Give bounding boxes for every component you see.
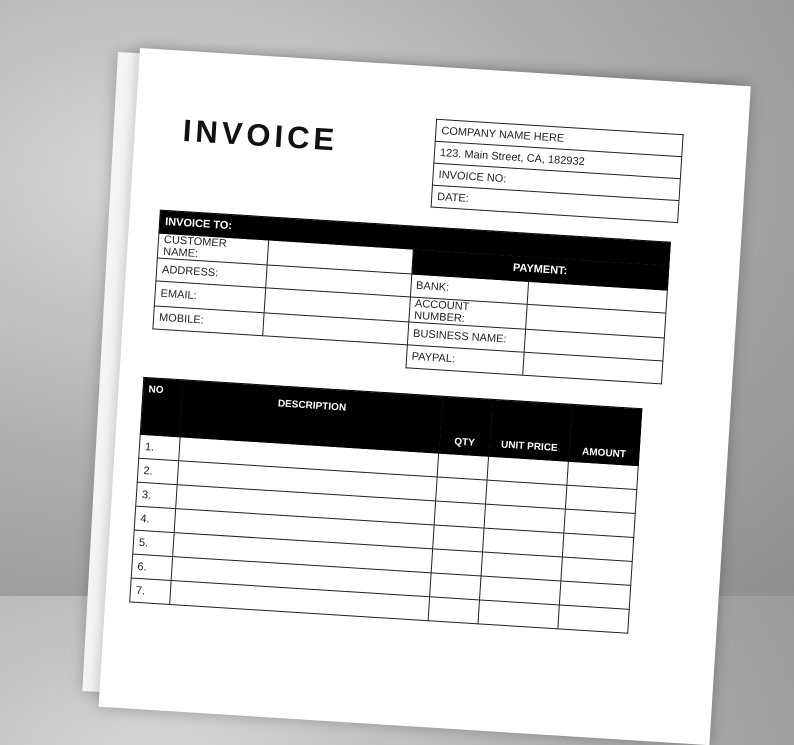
col-unit-price: UNIT PRICE bbox=[489, 399, 572, 461]
items-table bbox=[129, 377, 642, 634]
customer-name-label: CUSTOMER NAME: bbox=[157, 233, 268, 265]
invoice-title: INVOICE bbox=[181, 112, 340, 158]
qty-cell bbox=[434, 501, 485, 528]
row-number: 6. bbox=[131, 554, 172, 580]
col-description: DESCRIPTION bbox=[180, 380, 442, 453]
qty-cell bbox=[437, 453, 488, 480]
invoice-to-header: INVOICE TO: bbox=[159, 210, 670, 265]
row-number: 4. bbox=[134, 506, 175, 532]
invoice-no-label: INVOICE NO: bbox=[432, 163, 680, 200]
account-number-label: ACCOUNT NUMBER: bbox=[408, 297, 527, 329]
row-number: 7. bbox=[130, 578, 171, 604]
company-info-box bbox=[431, 119, 684, 223]
row-number: 5. bbox=[133, 530, 174, 556]
invoice-sheet bbox=[99, 48, 751, 745]
unit-price-cell bbox=[478, 600, 559, 629]
mobile-label: MOBILE: bbox=[153, 306, 264, 336]
date-label: DATE: bbox=[431, 185, 679, 222]
qty-cell bbox=[433, 525, 484, 552]
address-label: ADDRESS: bbox=[156, 258, 267, 288]
company-name: COMPANY NAME HERE bbox=[435, 119, 683, 156]
company-address: 123. Main Street, CA, 182932 bbox=[434, 141, 682, 178]
qty-cell bbox=[431, 549, 482, 576]
row-number: 2. bbox=[137, 458, 178, 484]
amount-cell bbox=[558, 605, 629, 633]
qty-cell bbox=[428, 597, 479, 624]
col-qty: QTY bbox=[439, 396, 492, 456]
row-number: 3. bbox=[136, 482, 177, 508]
payment-header: PAYMENT: bbox=[411, 249, 669, 290]
business-name-label: BUSINESS NAME: bbox=[407, 322, 526, 352]
col-amount: AMOUNT bbox=[568, 404, 641, 465]
qty-cell bbox=[436, 477, 487, 504]
paypal-label: PAYPAL: bbox=[405, 345, 524, 375]
email-label: EMAIL: bbox=[154, 281, 265, 313]
invoice-to-payment-table bbox=[151, 210, 671, 385]
bank-label: BANK: bbox=[410, 274, 529, 304]
col-no: NO bbox=[140, 377, 183, 436]
row-number: 1. bbox=[139, 434, 180, 460]
